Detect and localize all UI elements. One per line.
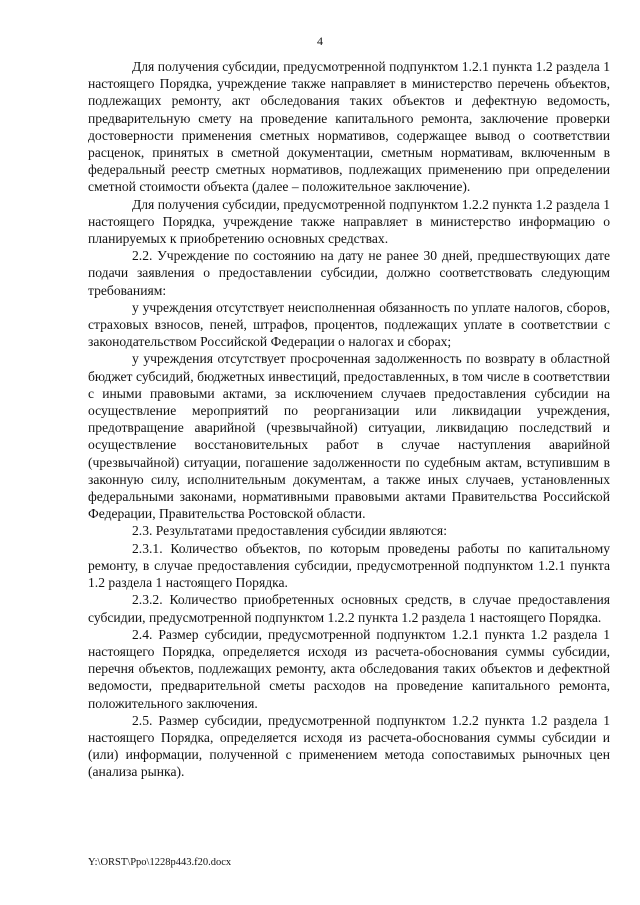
paragraph-no-tax-debt: у учреждения отсутствует неисполненная обязанность по уплате налогов, сборов, страховых взносов, пеней, штрафов, процентов, подлежащих уплате в соответствии с законодательством Российской Федерации о налогах и сборах; (88, 299, 610, 350)
paragraph-subsidy-1-2-1-documents: Для получения субсидии, предусмотренной подпунктом 1.2.1 пункта 1.2 раздела 1 настоящего Порядка, учреждение также направляет в министерство перечень объектов, подлежащих ремонту, акт обследования таких объектов и дефектную ведомость, предварительную смету на проведение капитального ремонта, заключение проверки достоверности применения сметных нормативов, содержащее вывод о соответствии расценок, принятых в сметной документации, сметным нормативам, включенным в федеральный реестр сметных нормативов, подлежащих применению при определении сметной стоимости объекта (далее – положительное заключение). (88, 59, 610, 195)
footer-file-path: Y:\ORST\Ppo\1228p443.f20.docx (88, 857, 232, 868)
paragraph-2-2-requirements: 2.2. Учреждение по состоянию на дату не ранее 30 дней, предшествующих дате подачи заявления о предоставлении субсидии, должно соответствовать следующим требованиям: (88, 248, 610, 298)
paragraph-2-3-results: 2.3. Результатами предоставления субсидии являются: (132, 523, 447, 539)
paragraph-2-4: 2.4. Размер субсидии, предусмотренной подпунктом 1.2.1 пункта 1.2 раздела 1 настоящего Порядка, определяется исходя из расчета-обоснования суммы субсидии, перечня объектов, подлежащих ремонту, акта обследования таких объектов и дефектной ведомости, предварительной сметы расходов на проведение капитального ремонта, положительного заключения. (88, 626, 610, 711)
paragraph-subsidy-1-2-2-documents: Для получения субсидии, предусмотренной подпунктом 1.2.2 пункта 1.2 раздела 1 настоящего Порядка, учреждение также направляет в министерство информацию о планируемых к приобретению основных средствах. (88, 196, 610, 247)
document-body (88, 58, 610, 781)
paragraph-2-5: 2.5. Размер субсидии, предусмотренной подпунктом 1.2.2 пункта 1.2 раздела 1 настоящего Порядка, определяется исходя из расчета-обоснования суммы субсидии и (или) информации, полученной с применением метода сопоставимых рыночных цен (анализа рынка). (88, 712, 610, 780)
paragraph-2-3-1: 2.3.1. Количество объектов, по которым проведены работы по капитальному ремонту, в случае предоставления субсидии, предусмотренной подпунктом 1.2.1 пункта 1.2 раздела 1 настоящего Порядка. (88, 540, 610, 591)
page-number: 4 (317, 34, 323, 48)
paragraph-no-overdue-debt: у учреждения отсутствует просроченная задолженность по возврату в областной бюджет субсидий, бюджетных инвестиций, предоставленных, в том числе в соответствии с иными правовыми актами, за исключением случаев предоставления субсидии на осуществление мероприятий по реорганизации или ликвидации учреждения, предотвращение аварийной (чрезвычайной) ситуации, ликвидацию последствий и осуществление восстановительных работ в случае наступления аварийной (чрезвычайной) ситуации, погашение задолженности по судебным актам, вступившим в законную силу, исполнительным документам, а также иных случаев, установленных федеральными законами, нормативными правовыми актами Правительства Российской Федерации, Правительства Ростовской области. (88, 351, 610, 522)
paragraph-2-3-2: 2.3.2. Количество приобретенных основных средств, в случае предоставления субсидии, предусмотренной подпунктом 1.2.2 пункта 1.2 раздела 1 настоящего Порядка. (88, 592, 610, 625)
